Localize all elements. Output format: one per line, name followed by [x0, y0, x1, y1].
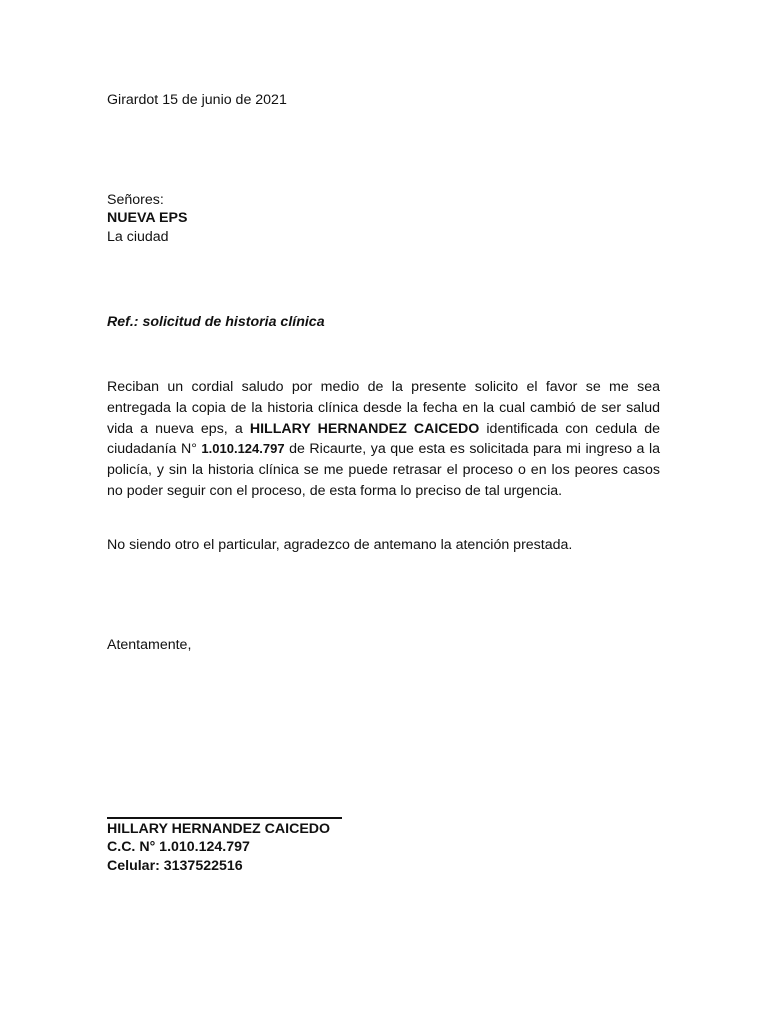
- body-text-c: de Ricaurte, ya que esta es solicitada para mi ingreso a la policía, y sin la historia clínica se me puede retrasar el proceso o en los peores casos no poder seguir con el proceso, de esta forma lo preciso de tal urgencia.: [107, 441, 660, 499]
- body-paragraph-2: No siendo otro el particular, agradezco de antemano la atención prestada.: [107, 537, 573, 553]
- id-number: 1.010.124.797: [201, 441, 285, 457]
- reference-line: Ref.: solicitud de historia clínica: [107, 314, 325, 330]
- body-text-a: Reciban un cordial saludo por medio de la presente solicito el favor se me sea entregada la copia de la historia clínica desde la fecha en la cual cambió de ser salud vida a nueva eps, a: [107, 379, 660, 437]
- date-line: Girardot 15 de junio de 2021: [107, 92, 287, 108]
- recipient-city: La ciudad: [107, 229, 169, 245]
- signature-line: [107, 817, 342, 819]
- signature-cc: C.C. N° 1.010.124.797: [107, 839, 250, 855]
- recipient-company: NUEVA EPS: [107, 210, 188, 226]
- recipient-salutation: Señores:: [107, 192, 164, 208]
- body-text-b: identificada con cedula de ciudadanía N°: [107, 420, 660, 458]
- closing: Atentamente,: [107, 637, 192, 653]
- body-paragraph-1: [107, 377, 660, 502]
- signature-name: HILLARY HERNANDEZ CAICEDO: [107, 821, 331, 837]
- signature-phone: Celular: 3137522516: [107, 858, 243, 874]
- patient-name: HILLARY HERNANDEZ CAICEDO: [249, 420, 480, 437]
